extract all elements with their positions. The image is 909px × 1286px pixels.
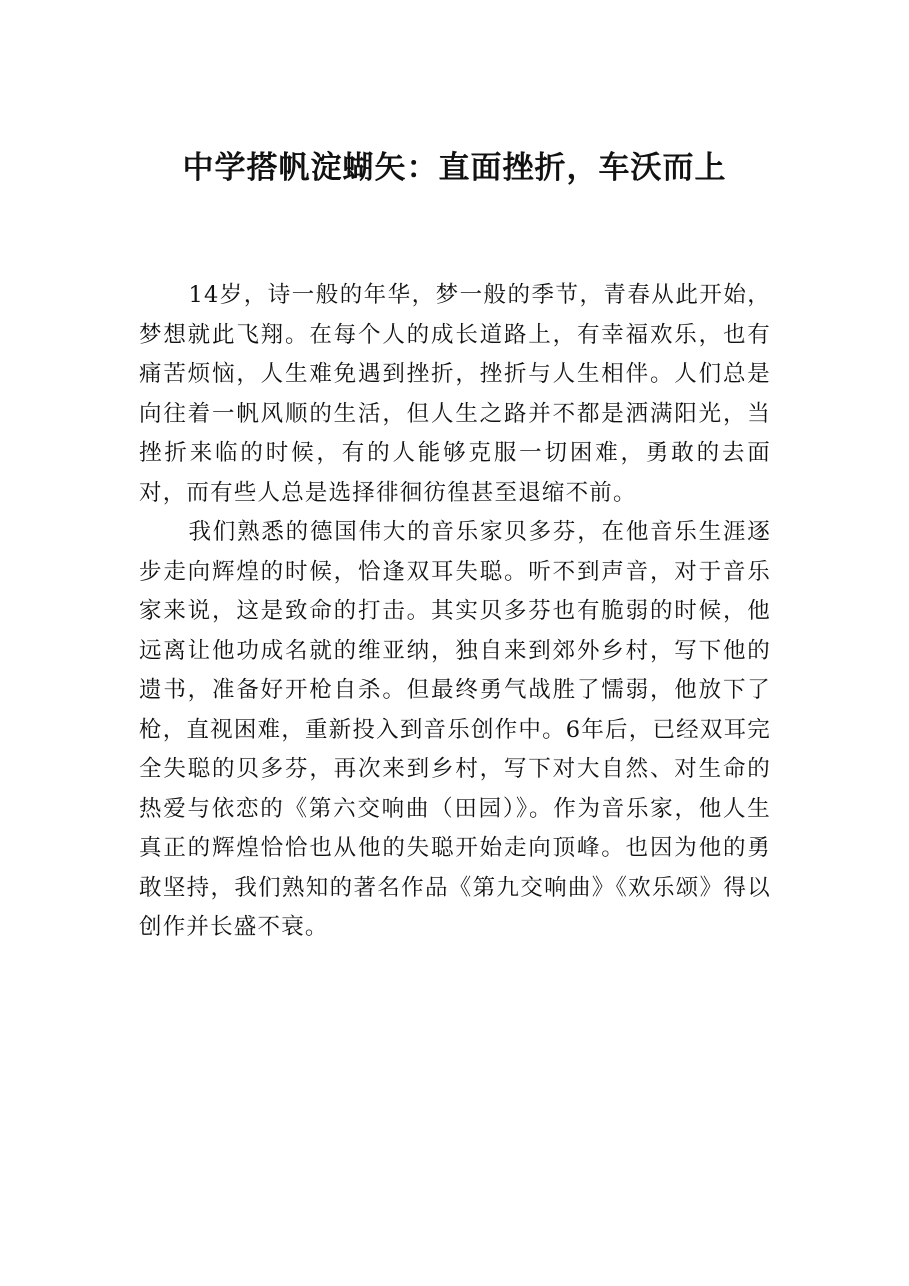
paragraph-intro: 14岁，诗一般的年华，梦一般的季节，青春从此开始，梦想就此飞翔。在每个人的成长道路上，有幸福欢乐，也有痛苦烦恼，人生难免遇到挫折，挫折与人生相伴。人们总是向往着一帆风顺的生活，但人生之路并不都是洒满阳光，当挫折来临的时候，有的人能够克服一切困难，勇敢的去面对，而有些人总是选择徘徊彷徨甚至退缩不前。 (139, 282, 771, 506)
paragraph-beethoven: 我们熟悉的德国伟大的音乐家贝多芬，在他音乐生涯逐步走向辉煌的时候，恰逢双耳失聪。听不到声音，对于音乐家来说，这是致命的打击。其实贝多芬也有脆弱的时候，他远离让他功成名就的维亚纳，独自来到郊外乡村，写下他的遗书，准备好开枪自杀。但最终勇气战胜了懦弱，他放下了枪，直视困难，重新投入到音乐创作中。6年后，已经双耳完全失聪的贝多芬，再次来到乡村，写下对大自然、对生命的热爱与依恋的《第六交响曲（田园）》。作为音乐家，他人生真正的辉煌恰恰也从他的失聪开始走向顶峰。也因为他的勇敢坚持，我们熟知的著名作品《第九交响曲》《欢乐颂》得以创作并长盛不衰。 (139, 519, 771, 940)
document-body (139, 276, 771, 948)
document-title: 中学搭帆淀蝴矢：直面挫折，车沃而上 (182, 150, 727, 186)
